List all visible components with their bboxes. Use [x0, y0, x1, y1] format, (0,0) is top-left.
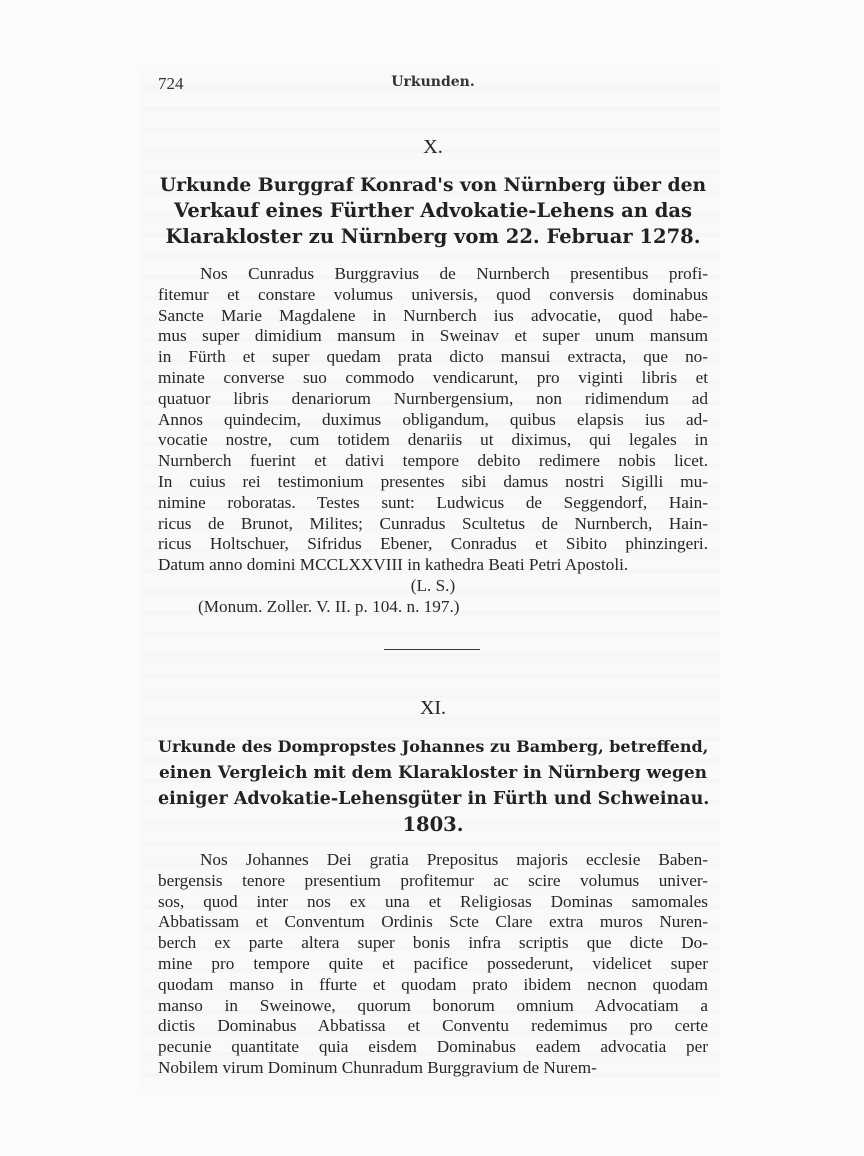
text-line: Sancte Marie Magdalene in Nurnberch ius advocatie, quod habe- [158, 305, 708, 325]
text-line: manso in Sweinowe, quorum bonorum omnium Advocatiam a [158, 995, 708, 1015]
text-line: berch ex parte altera super bonis infra scriptis que dicte Do- [158, 933, 708, 953]
text-line: bergensis tenore presentium profitemur ac scire volumus univer- [158, 870, 708, 890]
text-line: ricus Holtschuer, Sifridus Ebener, Conradus et Sibito phinzingeri. [158, 534, 708, 554]
text-line: pecunie quantitate quia eisdem Dominabus eadem advocatia per [158, 1037, 708, 1057]
document-xi-number: XI. [419, 697, 447, 719]
document-xi-heading [158, 734, 708, 838]
text-line: vocatie nostre, cum totidem denariis ut diximus, qui legales in [158, 430, 708, 450]
text-line: quodam manso in ffurte et quodam prato ibidem necnon quodam [158, 974, 708, 994]
heading-line: Urkunde des Dompropstes Johannes zu Bamberg, betreffend, [158, 737, 709, 756]
heading-line: 1803. [402, 813, 464, 836]
heading-line: Klarakloster zu Nürnberg vom 22. Februar 1278. [165, 225, 701, 248]
running-title: Urkunden. [391, 74, 475, 90]
heading-line: Verkauf eines Fürther Advokatie-Lehens an das [174, 199, 692, 222]
text-line: Annos quindecim, duximus obligandum, quibus elapsis ius ad- [158, 409, 708, 429]
document-xi-text [158, 850, 708, 1079]
text-line: Nurnberch fuerint et dativi tempore debito redimere nobis licet. [158, 451, 708, 471]
text-line: Datum anno domini MCCLXXVIII in kathedra Beati Petri Apostoli. [158, 555, 629, 575]
text-line: in Fürth et super quedam prata dicto mansui extracta, que no- [158, 347, 708, 367]
text-line: quatuor libris denariorum Nurnbergensium, non ridimendum ad [158, 388, 708, 408]
page-number: 724 [158, 74, 184, 93]
heading-line: einen Vergleich mit dem Klarakloster in Nürnberg wegen [158, 763, 708, 783]
text-line: In cuius rei testimonium presentes sibi damus nostri Sigilli mu- [158, 471, 708, 491]
text-line: Abbatissam et Conventum Ordinis Scte Clare extra muros Nuren- [158, 912, 708, 932]
text-line: Nos Cunradus Burggravius de Nurnberch presentibus profi- [200, 264, 708, 283]
document-x-text [158, 264, 708, 576]
heading-line: Urkunde Burggraf Konrad's von Nürnberg über den [159, 174, 707, 196]
text-line: Nos Johannes Dei gratia Prepositus majoris ecclesie Baben- [200, 850, 708, 869]
text-line: nimine roboratas. Testes sunt: Ludwicus de Seggendorf, Hain- [158, 492, 708, 512]
text-line: dictis Dominabus Abbatissa et Conventu redemimus pro certe [158, 1016, 708, 1036]
heading-line: einiger Advokatie-Lehensgüter in Fürth und Schweinau. [158, 789, 710, 809]
text-line: fitemur et constare volumus universis, quod conversis dominabus [158, 284, 708, 304]
seal-mark: (L. S.) [410, 576, 456, 595]
document-x-number: X. [423, 136, 443, 158]
text-line: sos, quod inter nos ex una et Religiosas Dominas samomales [158, 891, 708, 911]
text-line: mine pro tempore quite et pacifice possederunt, videlicet super [158, 953, 708, 973]
text-line: mus super dimidium mansum in Sweinav et super unum mansum [158, 326, 708, 346]
text-line: minate converse suo commodo vendicarunt, pro viginti libris et [158, 367, 708, 387]
text-line: ricus de Brunot, Milites; Cunradus Scultetus de Nurnberch, Hain- [158, 513, 708, 533]
text-line: Nobilem virum Dominum Chunradum Burggravium de Nurem- [158, 1057, 597, 1077]
document-x-heading [158, 172, 708, 250]
source-citation: (Monum. Zoller. V. II. p. 104. n. 197.) [198, 597, 460, 616]
section-divider [384, 649, 480, 650]
running-header [158, 74, 708, 96]
